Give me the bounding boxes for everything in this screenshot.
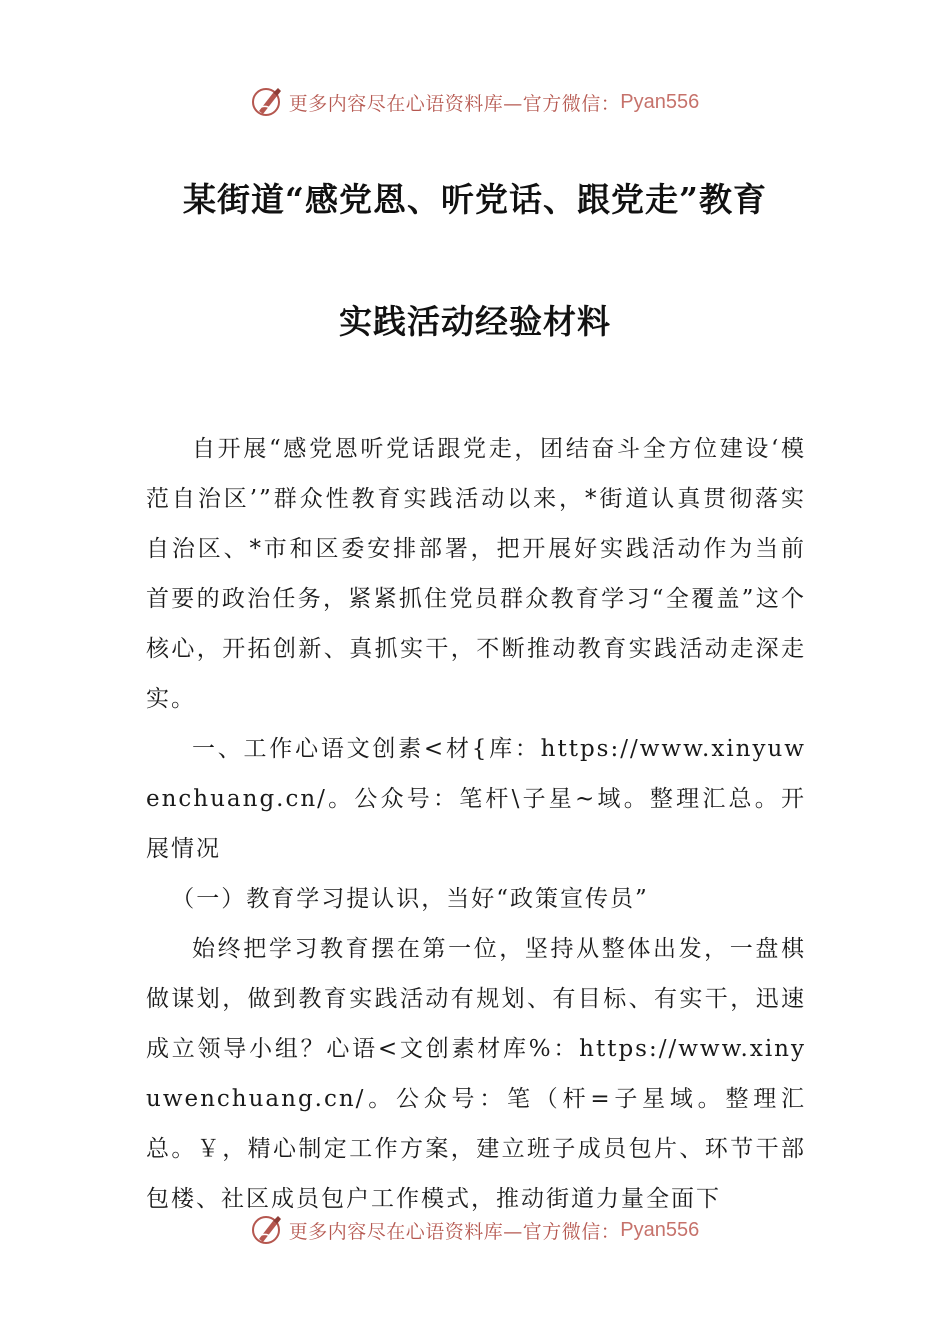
footer-watermark: [0, 1210, 950, 1250]
paragraph-intro: 自开展“感党恩听党话跟党走，团结奋斗全方位建设‘模范自治区’”群众性教育实践活动以来，*街道认真贯彻落实自治区、*市和区委安排部署，把开展好实践活动作为当前首要的政治任务，紧紧抓住党员群众教育学习“全覆盖”这个核心，开拓创新、真抓实干，不断推动教育实践活动走深走实。: [146, 436, 806, 712]
pen-logo-icon: [251, 85, 285, 119]
watermark-text: 更多内容尽在心语资料库—官方微信：: [288, 92, 621, 115]
document-body: [146, 424, 806, 1224]
watermark-wechat-id: Pyan556: [620, 1218, 700, 1241]
section-heading-1: 一、工作心语文创素<材{库：https://www.xinyuwenchuang.cn/。公众号：笔杆\子星~域。整理汇总。开展情况: [146, 736, 806, 862]
header-watermark: [0, 82, 950, 122]
subsection-heading-1: （一）教育学习提认识，当好“政策宣传员”: [171, 886, 649, 912]
paragraph-study: 始终把学习教育摆在第一位，坚持从整体出发，一盘棋做谋划，做到教育实践活动有规划、有目标、有实干，迅速成立领导小组？心语<文创素材库%：https://www.xinyuwenchuang.cn/。公众号：笔（杆=子星域。整理汇总。￥，精心制定工作方案，建立班子成员包片、环节干部包楼、社区成员包户工作模式，推动街道力量全面下: [146, 936, 806, 1212]
watermark-wechat-id: Pyan556: [620, 90, 700, 113]
watermark-text: 更多内容尽在心语资料库—官方微信：: [288, 1220, 621, 1243]
document-title-line-2: 实践活动经验材料: [339, 302, 611, 341]
document-title-line-1: 某街道“感党恩、听党话、跟党走”教育: [183, 180, 767, 219]
pen-logo-icon: [251, 1213, 285, 1247]
